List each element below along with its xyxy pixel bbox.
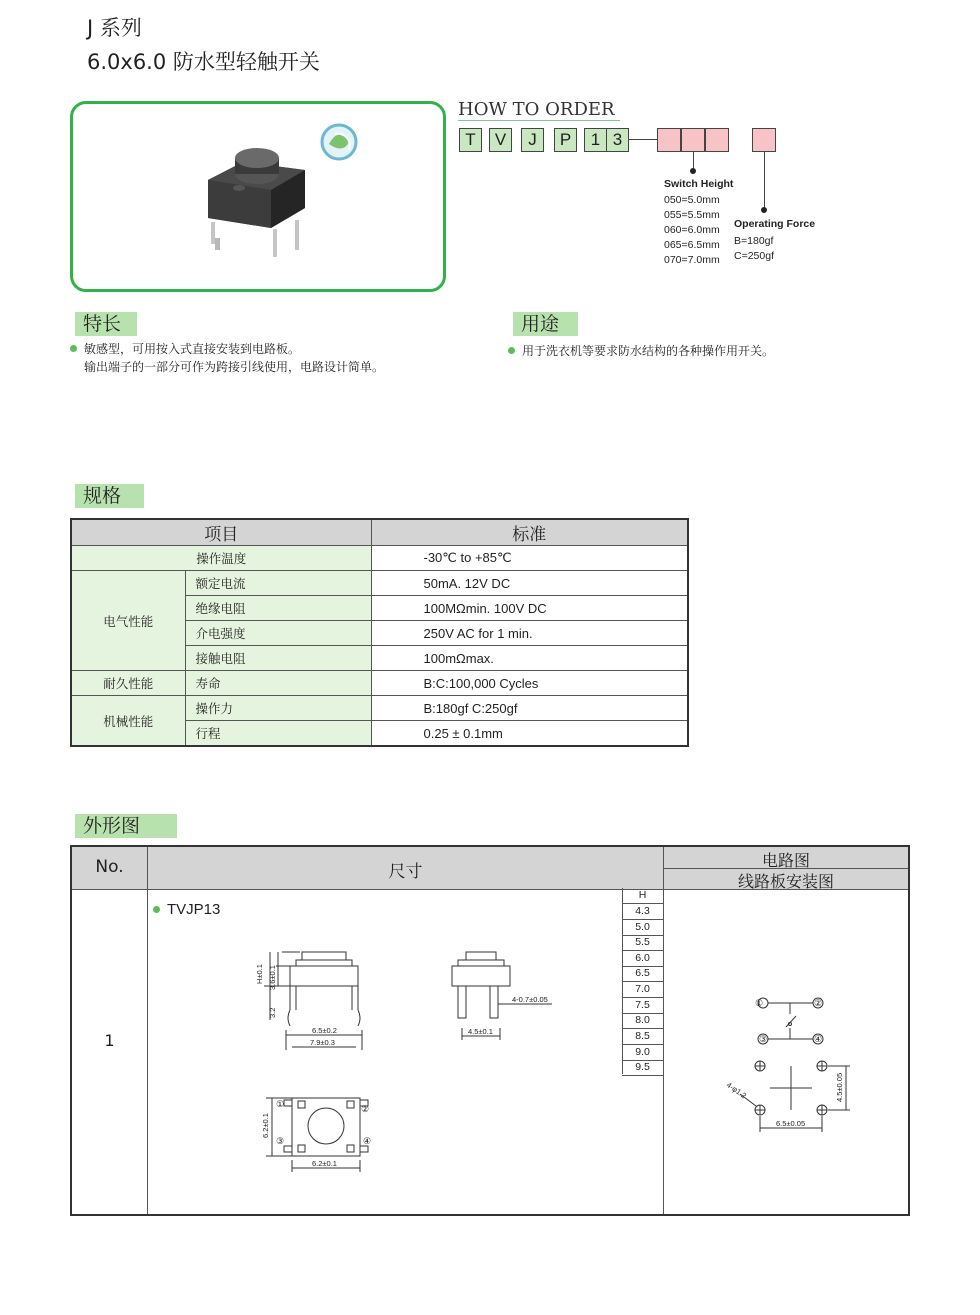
order-code-char: 1	[584, 128, 607, 152]
outline-col-dim: 尺寸	[388, 862, 423, 882]
dim-4-5: 4.5±0.1	[468, 1027, 493, 1036]
force-option: B=180gf	[734, 235, 774, 247]
circuit-pin-label: ④	[813, 1034, 823, 1044]
outline-heading: 外形图	[75, 814, 177, 838]
spec-force-label: 操作力	[185, 696, 371, 721]
outline-col-no: No.	[95, 857, 124, 877]
product-subtitle: 6.0x6.0 防水型轻触开关	[87, 50, 320, 74]
height-table-header: H	[622, 888, 663, 904]
spec-col-standard: 标准	[371, 519, 688, 546]
model-name: TVJP13	[167, 901, 221, 918]
spec-rated-value: 50mA. 12V DC	[371, 571, 688, 596]
spec-life-label: 寿命	[185, 671, 371, 696]
height-option: 065=6.5mm	[664, 239, 720, 251]
height-value: 9.0	[622, 1045, 663, 1061]
dim-7-9: 7.9±0.3	[310, 1038, 335, 1047]
features-heading: 特长	[75, 312, 137, 336]
operating-force-heading: Operating Force	[734, 218, 816, 230]
height-value: 4.3	[622, 904, 663, 920]
pin-label: ③	[276, 1136, 285, 1146]
feature-line: 输出端子的一部分可作为跨接引线使用，电路设计简单。	[84, 360, 385, 374]
spec-heading: 规格	[75, 484, 144, 508]
dim-3-2: 3.2	[268, 1007, 277, 1018]
spec-travel-label: 行程	[185, 721, 371, 747]
spec-dielec-label: 介电强度	[185, 621, 371, 646]
dim-side-6-2: 6.2±0.1	[261, 1113, 270, 1138]
circuit-pin-label: ②	[813, 998, 823, 1008]
spec-contact-value: 100mΩmax.	[371, 646, 688, 671]
order-code-char: V	[489, 128, 512, 152]
usage-heading: 用途	[513, 312, 578, 336]
dim-6-5: 6.5±0.2	[312, 1026, 337, 1035]
dim-pin: 4-0.7±0.05	[512, 995, 548, 1004]
spec-elec-label: 电气性能	[71, 571, 185, 671]
height-value: 6.0	[622, 951, 663, 967]
order-code-char: J	[521, 128, 544, 152]
spec-life-value: B:C:100,000 Cycles	[371, 671, 688, 696]
spec-rated-label: 额定电流	[185, 571, 371, 596]
spec-col-item: 项目	[71, 519, 371, 546]
spec-temp-value: -30℃ to +85℃	[371, 546, 688, 571]
spec-dielec-value: 250V AC for 1 min.	[371, 621, 688, 646]
dim-3-6: 3.6±0.1	[268, 965, 277, 990]
height-value: 8.0	[622, 1013, 663, 1029]
height-value: 5.0	[622, 920, 663, 936]
feature-line: 敏感型，可用按入式直接安装到电路板。	[84, 342, 301, 356]
pin-label: ②	[361, 1104, 370, 1114]
dim-pcb-6-5: 6.5±0.05	[776, 1119, 806, 1128]
order-code-char: T	[459, 128, 482, 152]
height-value: 8.5	[622, 1029, 663, 1045]
pin-label: ④	[363, 1136, 372, 1146]
dim-pcb-4-5: 4.5±0.05	[835, 1072, 844, 1102]
height-value: 6.5	[622, 966, 663, 982]
pin-labels	[276, 998, 822, 1146]
spec-travel-value: 0.25 ± 0.1mm	[371, 721, 688, 747]
height-option: 055=5.5mm	[664, 209, 720, 221]
series-title: J 系列	[87, 16, 142, 40]
dim-hole: 4-φ1.2	[724, 1080, 749, 1101]
outline-col-pcb: 线路板安装图	[737, 872, 834, 891]
height-option: 060=6.0mm	[664, 224, 720, 236]
spec-mech-label: 机械性能	[71, 696, 185, 747]
height-option: 070=7.0mm	[664, 254, 720, 266]
spec-insul-label: 绝缘电阻	[185, 596, 371, 621]
force-option: C=250gf	[734, 250, 774, 262]
spec-insul-value: 100MΩmin. 100V DC	[371, 596, 688, 621]
outline-col-circuit: 电路图	[761, 851, 810, 870]
front-view-drawing	[264, 952, 362, 1050]
spec-contact-label: 接触电阻	[185, 646, 371, 671]
dim-6-2: 6.2±0.1	[312, 1159, 337, 1168]
height-value: 7.5	[622, 998, 663, 1014]
spec-temp-label: 操作温度	[71, 546, 371, 571]
order-code-char: P	[554, 128, 577, 152]
switch-height-heading: Switch Height	[664, 178, 734, 190]
order-code-char: 3	[606, 128, 629, 152]
usage-line: 用于洗衣机等要求防水结构的各种操作用开关。	[522, 344, 775, 358]
pin-label: ①	[276, 1099, 285, 1109]
height-value: 9.5	[622, 1060, 663, 1076]
height-value: 7.0	[622, 982, 663, 998]
height-value: 5.5	[622, 935, 663, 951]
how-to-order-title: HOW TO ORDER	[458, 99, 615, 120]
circuit-pin-label: ③	[758, 1034, 768, 1044]
height-option: 050=5.0mm	[664, 194, 720, 206]
circuit-pin-label: ①	[754, 998, 764, 1008]
outline-row-no: 1	[104, 1031, 115, 1050]
spec-dur-label: 耐久性能	[71, 671, 185, 696]
dim-h: H±0.1	[255, 964, 264, 984]
spec-force-value: B:180gf C:250gf	[371, 696, 688, 721]
